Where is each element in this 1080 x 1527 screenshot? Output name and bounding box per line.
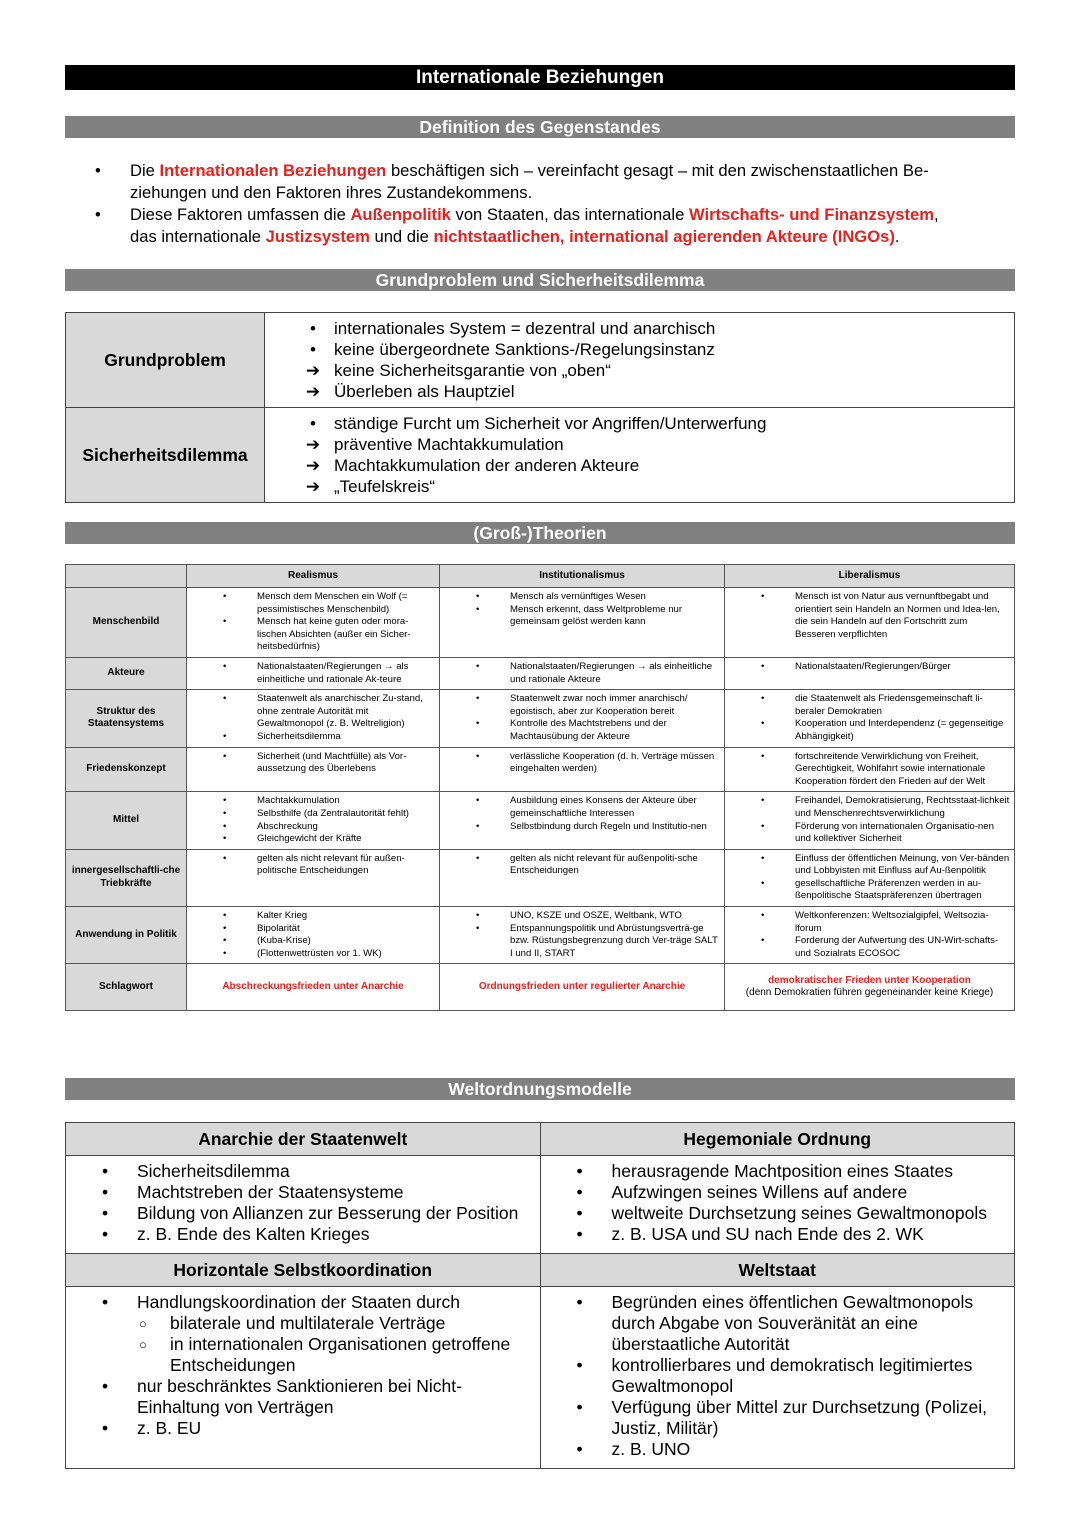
bullet-icon: •	[761, 795, 765, 807]
bullet-icon: •	[476, 603, 480, 615]
bullet-icon: •	[102, 1418, 109, 1438]
bullet-icon: •	[102, 1182, 109, 1202]
bullet-icon: •	[223, 616, 227, 628]
text: und die	[369, 227, 434, 246]
item-text: Entspannungspolitik und Abrüstungsverträ-ge bzw. Rüstungsbegrenzung durch Ver-träge SALT I und II, START	[510, 922, 718, 959]
table-cell	[440, 792, 725, 849]
item-text: (Kuba-Krise)	[257, 935, 311, 947]
item-text: Nationalstaaten/Regierungen → als einheitliche und rationale Ak-teure	[257, 660, 409, 685]
item-text: Überleben als Hauptziel	[334, 382, 515, 401]
bullet-icon: •	[223, 833, 227, 845]
definition-list	[95, 160, 1025, 248]
highlight: Wirtschafts- und Finanzsystem	[688, 205, 935, 224]
item-text: Selbstbindung durch Regeln und Institutio-nen	[510, 820, 707, 832]
item-text: Handlungskoordination der Staaten durch	[137, 1292, 460, 1312]
item-text: UNO, KSZE und OSZE, Weltbank, WTO	[510, 910, 682, 922]
list-item	[440, 718, 720, 743]
bullet-icon: •	[223, 807, 227, 819]
bullet-icon: •	[576, 1292, 583, 1312]
keyword-cell	[187, 964, 440, 1011]
table-cell	[725, 588, 1015, 658]
list-item	[577, 1292, 1015, 1355]
row-label: innergesellschaftli-che Triebkräfte	[66, 849, 187, 906]
bullet-icon: •	[476, 750, 480, 762]
list-item	[102, 1182, 540, 1203]
arrow-right-icon: ➔	[305, 382, 321, 401]
row-content	[265, 313, 1015, 408]
list-item	[440, 910, 720, 923]
item-text: (Flottenwettrüsten vor 1. WK)	[257, 947, 382, 959]
bullet-icon: •	[476, 693, 480, 705]
table-cell	[725, 747, 1015, 792]
table-cell	[187, 907, 440, 964]
page-title: Internationale Beziehungen	[65, 65, 1015, 90]
item-text: kontrollierbares und demokratisch legitimiertes Gewaltmonopol	[611, 1355, 973, 1396]
item-text: z. B. EU	[137, 1418, 202, 1438]
bullet-icon: •	[223, 910, 227, 922]
corner-cell	[66, 565, 187, 588]
bullet-icon: •	[102, 1203, 109, 1223]
item-text: bilaterale und multilaterale Verträge	[170, 1313, 446, 1333]
table-row	[66, 747, 1015, 792]
keyword-subtext: (denn Demokratien führen gegeneinander keine Kriege)	[745, 987, 994, 999]
table-row	[66, 792, 1015, 849]
bullet-icon: •	[761, 877, 765, 889]
text: Die	[130, 161, 160, 180]
item-text: Weltkonferenzen: Weltsozialgipfel, Weltsozia-lforum	[795, 910, 989, 934]
bullet-icon: •	[576, 1203, 583, 1223]
model-heading: Anarchie der Staatenwelt	[66, 1123, 541, 1156]
model-body	[66, 1287, 541, 1469]
table-row	[66, 964, 1015, 1011]
list-item	[102, 1203, 540, 1224]
row-label: Mittel	[66, 792, 187, 849]
list-item	[301, 413, 1014, 434]
circle-bullet-icon: ○	[139, 1337, 147, 1352]
bullet-icon: •	[223, 820, 227, 832]
item-text: z. B. Ende des Kalten Krieges	[137, 1224, 370, 1244]
list-item	[301, 360, 1014, 381]
list-item	[187, 661, 435, 686]
keyword-text: Ordnungsfrieden unter regulierter Anarchie	[478, 981, 686, 993]
list-item	[440, 661, 720, 686]
item-text: Bildung von Allianzen zur Besserung der Position	[137, 1203, 519, 1223]
list-item	[440, 751, 720, 776]
list-item	[725, 661, 1010, 674]
table-row	[66, 1254, 1015, 1287]
item-text: nur beschränktes Sanktionieren bei Nicht-Einhaltung von Verträgen	[137, 1376, 462, 1417]
weltordnung-table	[65, 1122, 1015, 1469]
keyword-text: Abschreckungsfrieden unter Anarchie	[222, 981, 404, 993]
arrow-right-icon: ➔	[305, 435, 321, 454]
row-label: Struktur des Staatensystems	[66, 690, 187, 747]
keyword-cell	[725, 964, 1015, 1011]
list-item	[440, 923, 720, 961]
list-item	[301, 339, 1014, 360]
table-cell	[440, 907, 725, 964]
item-text: Forderung der Aufwertung des UN-Wirt-schafts- und Sozialrats ECOSOC	[795, 935, 999, 959]
row-label: Akteure	[66, 657, 187, 689]
bullet-icon: •	[476, 718, 480, 730]
item-text: Mensch erkennt, dass Weltprobleme nur gemeinsam gelöst werden kann	[510, 603, 683, 628]
table-row	[66, 1123, 1015, 1156]
item-text: Kooperation und Interdependenz (= gegenseitige Abhängigkeit)	[795, 718, 1004, 742]
bullet-icon: •	[310, 414, 316, 433]
column-header: Liberalismus	[725, 565, 1015, 588]
highlight: Außenpolitik	[350, 205, 451, 224]
item-text: präventive Machtakkumulation	[334, 435, 564, 454]
list-item	[577, 1182, 1015, 1203]
list-item	[102, 1418, 540, 1439]
item-text: die Staatenwelt als Friedensgemeinschaft li-beraler Demokratien	[795, 693, 983, 717]
bullet-icon: •	[102, 1376, 109, 1396]
item-text: Aufzwingen seines Willens auf andere	[611, 1182, 908, 1202]
list-item	[187, 935, 435, 948]
list-item	[102, 1224, 540, 1245]
table-cell	[187, 792, 440, 849]
bullet-icon: •	[576, 1161, 583, 1181]
bullet-icon: •	[476, 795, 480, 807]
list-item	[301, 381, 1014, 402]
table-cell	[187, 690, 440, 747]
item-text: Sicherheit (und Machtfülle) als Vor-aussetzung des Überlebens	[257, 750, 407, 775]
list-item	[577, 1439, 1015, 1460]
item-text: Mensch dem Menschen ein Wolf (= pessimistisches Menschenbild)	[257, 591, 408, 615]
list-item	[725, 935, 1010, 960]
model-heading: Weltstaat	[540, 1254, 1015, 1287]
bullet-icon: •	[576, 1182, 583, 1202]
table-cell	[187, 588, 440, 658]
list-item	[301, 476, 1014, 497]
list-item	[187, 731, 435, 744]
bullet-icon: •	[223, 795, 227, 807]
row-label: Anwendung in Politik	[66, 907, 187, 964]
list-item	[187, 808, 435, 821]
circle-bullet-icon: ○	[139, 1316, 147, 1331]
item-text: internationales System = dezentral und anarchisch	[334, 319, 716, 338]
bullet-icon: •	[476, 820, 480, 832]
list-item	[102, 1292, 540, 1313]
table-cell	[725, 907, 1015, 964]
arrow-right-icon: ➔	[305, 456, 321, 475]
list-item	[187, 853, 435, 878]
table-cell	[725, 690, 1015, 747]
table-row	[66, 588, 1015, 658]
bullet-icon: •	[476, 660, 480, 672]
table-row	[66, 657, 1015, 689]
bullet-icon: •	[761, 820, 765, 832]
list-item	[440, 821, 720, 834]
row-content	[265, 408, 1015, 503]
table-row	[66, 849, 1015, 906]
table-cell	[187, 657, 440, 689]
list-item	[725, 591, 1010, 641]
section-heading-definition: Definition des Gegenstandes	[65, 116, 1015, 138]
bullet-icon: •	[761, 718, 765, 730]
list-item	[577, 1161, 1015, 1182]
section-heading-weltordnung: Weltordnungsmodelle	[65, 1078, 1015, 1100]
sub-list-item	[102, 1313, 540, 1334]
table-header-row	[66, 565, 1015, 588]
list-item	[725, 821, 1010, 846]
table-row	[66, 690, 1015, 747]
bullet-icon: •	[223, 947, 227, 959]
item-text: ständige Furcht um Sicherheit vor Angriffen/Unterwerfung	[334, 414, 767, 433]
bullet-icon: •	[223, 852, 227, 864]
table-row	[66, 313, 1015, 408]
list-item	[440, 693, 720, 718]
list-item	[187, 693, 435, 731]
list-item	[301, 455, 1014, 476]
theorien-body	[66, 588, 1015, 1011]
bullet-icon: •	[102, 1161, 109, 1181]
list-item	[725, 693, 1010, 718]
bullet-icon: •	[761, 750, 765, 762]
list-item	[725, 751, 1010, 789]
table-cell	[725, 792, 1015, 849]
column-header: Realismus	[187, 565, 440, 588]
row-label: Schlagwort	[66, 964, 187, 1011]
highlight: Internationalen Beziehungen	[159, 161, 387, 180]
item-text: Gleichgewicht der Kräfte	[257, 833, 362, 845]
item-text: Abschreckung	[257, 820, 318, 832]
row-label: Grundproblem	[66, 313, 265, 408]
table-row	[66, 1156, 1015, 1254]
bullet-icon: •	[476, 910, 480, 922]
text: Diese Faktoren umfassen die	[130, 205, 351, 224]
item-text: Bipolarität	[257, 922, 300, 934]
item-text: „Teufelskreis“	[334, 477, 436, 496]
row-label: Friedenskonzept	[66, 747, 187, 792]
item-text: Kalter Krieg	[257, 910, 308, 922]
table-cell	[440, 849, 725, 906]
item-text: keine Sicherheitsgarantie von „oben“	[334, 361, 611, 380]
text: beschäftigen sich – vereinfacht gesagt – mit den zwischenstaatlichen Be-	[386, 161, 929, 180]
bullet-icon: •	[223, 935, 227, 947]
bullet-icon: •	[223, 750, 227, 762]
list-item	[187, 923, 435, 936]
keyword-text: demokratischer Frieden unter Kooperation	[768, 974, 971, 986]
list-item	[301, 434, 1014, 455]
bullet-icon: •	[310, 319, 316, 338]
item-text: Nationalstaaten/Regierungen/Bürger	[795, 660, 951, 672]
list-item	[187, 591, 435, 616]
bullet-icon: •	[576, 1224, 583, 1244]
model-heading: Hegemoniale Ordnung	[540, 1123, 1015, 1156]
list-item	[440, 591, 720, 604]
list-item	[725, 910, 1010, 935]
list-item	[440, 795, 720, 820]
theorien-table	[65, 564, 1015, 1011]
item-text: Staatenwelt als anarchischer Zu-stand, ohne zentrale Autorität mit Gewaltmonopol (z. B. Weltreligion)	[257, 693, 423, 730]
item-text: Nationalstaaten/Regierungen → als einheitliche und rationale Akteure	[510, 660, 713, 685]
bullet-icon: •	[476, 591, 480, 602]
bullet-icon: •	[102, 1292, 109, 1312]
item-text: Mensch ist von Natur aus vernunftbegabt und orientiert sein Handeln an Normen und Ideа-len, die sein Handeln auf den Fortschritt zum Besseren verpflichten	[795, 591, 1000, 640]
text: .	[894, 227, 900, 246]
item-text: gelten als nicht relevant für außen-politische Entscheidungen	[257, 852, 405, 877]
bullet-icon: •	[761, 693, 765, 705]
model-heading: Horizontale Selbstkoordination	[66, 1254, 541, 1287]
item-text: Machtakkumulation der anderen Akteure	[334, 456, 640, 475]
list-item	[725, 853, 1010, 878]
bullet-icon: •	[576, 1439, 583, 1459]
text: das internationale	[130, 227, 266, 246]
list-item	[187, 751, 435, 776]
list-item	[102, 1376, 540, 1418]
section-heading-theorien: (Groß-)Theorien	[65, 522, 1015, 544]
list-item	[187, 948, 435, 961]
list-item	[725, 878, 1010, 903]
item-text: Mensch als vernünftiges Wesen	[510, 591, 646, 602]
bullet-icon: •	[223, 591, 227, 602]
bullet-icon: •	[761, 935, 765, 947]
table-cell	[187, 747, 440, 792]
list-item	[577, 1203, 1015, 1224]
item-text: keine übergeordnete Sanktions-/Regelungsinstanz	[334, 340, 715, 359]
list-item	[301, 318, 1014, 339]
bullet-icon: •	[223, 922, 227, 934]
item-text: z. B. USA und SU nach Ende des 2. WK	[611, 1224, 924, 1244]
model-body	[66, 1156, 541, 1254]
item-text: Mensch hat keine guten oder mora-lischen Absichten (außer ein Sicher-heitsbedürfnis)	[257, 616, 411, 653]
table-cell	[440, 747, 725, 792]
item-text: fortschreitende Verwirklichung von Freiheit, Gerechtigkeit, Wohlfahrt sowie internationale Kooperation fördert den Frieden auf der Welt	[795, 750, 986, 787]
bullet-icon: •	[223, 730, 227, 742]
item-text: Sicherheitsdilemma	[257, 730, 341, 742]
item-text: Einfluss der öffentlichen Meinung, von Ver-bänden und Lobbyisten mit Einfluss auf Au-ßenpolitik	[795, 852, 1010, 877]
arrow-right-icon: ➔	[305, 361, 321, 380]
text: von Staaten, das internationale	[450, 205, 689, 224]
item-text: Kontrolle des Machtstrebens und der Machtausübung der Akteure	[510, 718, 667, 742]
list-item	[440, 604, 720, 629]
list-item	[187, 833, 435, 846]
item-text: weltweite Durchsetzung seines Gewaltmonopols	[611, 1203, 987, 1223]
list-item	[440, 853, 720, 878]
section-heading-grundproblem: Grundproblem und Sicherheitsdilemma	[65, 269, 1015, 291]
bullet-icon: •	[576, 1397, 583, 1417]
bullet-icon: •	[102, 1224, 109, 1244]
text: ziehungen und den Faktoren ihres Zustandekommens.	[130, 183, 533, 202]
table-cell	[440, 690, 725, 747]
item-text: Machtstreben der Staatensysteme	[137, 1182, 404, 1202]
table-row	[66, 907, 1015, 964]
bullet-icon: •	[223, 660, 227, 672]
item-text: Staatenwelt zwar noch immer anarchisch/ egoistisch, aber zur Kooperation bereit	[510, 693, 688, 717]
list-item	[187, 616, 435, 654]
row-label: Menschenbild	[66, 588, 187, 658]
highlight: nichtstaatlichen, international agierenden Akteure (INGOs)	[433, 227, 895, 246]
table-cell	[187, 849, 440, 906]
table-cell	[725, 657, 1015, 689]
definition-item	[95, 204, 1025, 248]
arrow-right-icon: ➔	[305, 477, 321, 496]
highlight: Justizsystem	[265, 227, 370, 246]
item-text: Ausbildung eines Konsens der Akteure über gemeinschaftliche Interessen	[510, 795, 697, 819]
item-text: Freihandel, Demokratisierung, Rechtsstaat-lichkeit und Menschenrechtsverwirklichung	[795, 795, 1010, 819]
bullet-icon: •	[761, 591, 765, 602]
table-cell	[440, 588, 725, 658]
model-body	[540, 1156, 1015, 1254]
bullet-icon: •	[761, 852, 765, 864]
item-text: herausragende Machtposition eines Staates	[611, 1161, 953, 1181]
item-text: Sicherheitsdilemma	[137, 1161, 290, 1181]
row-label: Sicherheitsdilemma	[66, 408, 265, 503]
item-text: verlässliche Kooperation (d. h. Verträge müssen eingehalten werden)	[510, 750, 715, 775]
list-item	[102, 1161, 540, 1182]
bullet-icon: •	[476, 922, 480, 934]
list-item	[725, 718, 1010, 743]
bullet-icon: •	[476, 852, 480, 864]
column-header: Institutionalismus	[440, 565, 725, 588]
list-item	[577, 1355, 1015, 1397]
table-row	[66, 408, 1015, 503]
list-item	[187, 910, 435, 923]
item-text: Verfügung über Mittel zur Durchsetzung (Polizei, Justiz, Militär)	[611, 1397, 987, 1438]
table-row	[66, 1287, 1015, 1469]
item-text: Förderung von internationalen Organisatio-nen und kollektiver Sicherheit	[795, 820, 994, 845]
list-item	[187, 795, 435, 808]
item-text: gesellschaftliche Präferenzen werden in au-ßenpolitische Staatspräferenzen übertragen	[795, 877, 982, 902]
definition-item	[95, 160, 1025, 204]
bullet-icon: •	[576, 1355, 583, 1375]
bullet-icon: •	[310, 340, 316, 359]
bullet-icon: •	[223, 693, 227, 705]
table-cell	[725, 849, 1015, 906]
text: ,	[934, 205, 939, 224]
item-text: in internationalen Organisationen getroffene Entscheidungen	[170, 1334, 511, 1375]
item-text: Selbsthilfe (da Zentralautorität fehlt)	[257, 807, 409, 819]
item-text: gelten als nicht relevant für außenpoliti-sche Entscheidungen	[510, 852, 698, 877]
item-text: z. B. UNO	[611, 1439, 691, 1459]
item-text: Begründen eines öffentlichen Gewaltmonopols durch Abgabe von Souveränität an eine überstaatliche Autorität	[611, 1292, 974, 1354]
list-item	[187, 821, 435, 834]
bullet-icon: •	[761, 660, 765, 672]
item-text: Machtakkumulation	[257, 795, 340, 807]
bullet-icon: •	[95, 161, 101, 180]
list-item	[577, 1397, 1015, 1439]
keyword-cell	[440, 964, 725, 1011]
model-body	[540, 1287, 1015, 1469]
grundproblem-table	[65, 312, 1015, 503]
sub-list-item	[102, 1334, 540, 1376]
list-item	[725, 795, 1010, 820]
bullet-icon: •	[95, 205, 101, 224]
table-cell	[440, 657, 725, 689]
bullet-icon: •	[761, 910, 765, 922]
list-item	[577, 1224, 1015, 1245]
